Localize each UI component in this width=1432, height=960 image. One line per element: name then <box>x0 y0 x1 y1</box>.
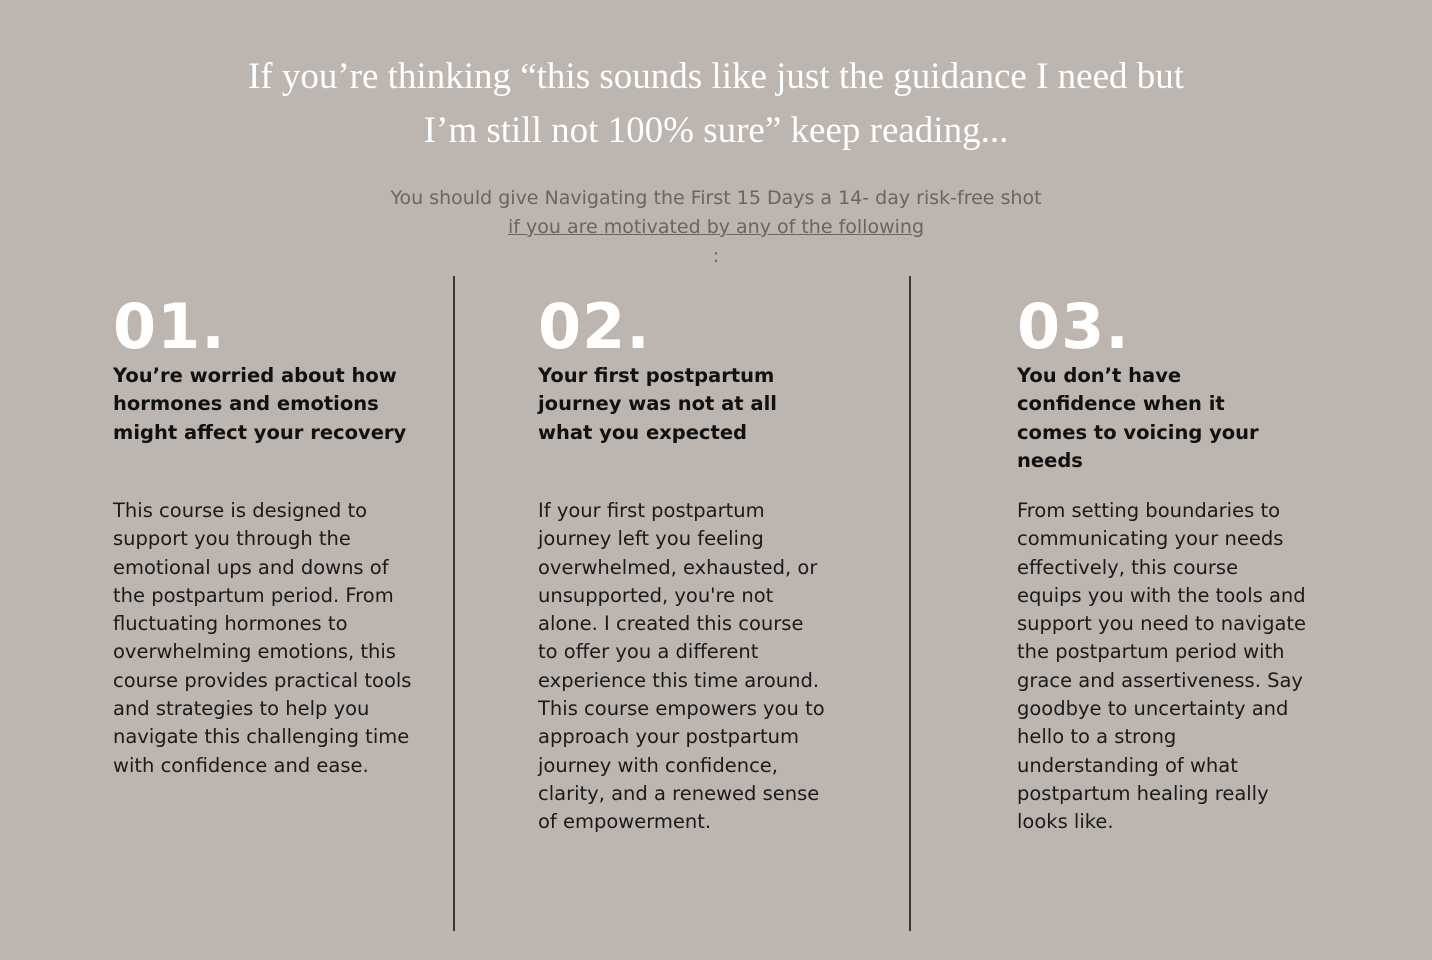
reason-body: If your first postpartum journey left you feeling overwhelmed, exhausted, or unsupported, you're not alone. I created this course to offer you a different experience this time around. This course empowers you to approach your postpartum journey with confidence, clarity, and a renewed sense of empowerment. <box>538 499 825 834</box>
column-divider-1 <box>453 276 455 931</box>
reason-number: 03. <box>1017 290 1130 363</box>
headline-line-1: If you’re thinking “this sounds like just the guidance I need but <box>247 56 1185 97</box>
column-divider-2 <box>909 276 911 931</box>
reason-body: From setting boundaries to communicating your needs effectively, this course equips you with the tools and support you need to navigate the postpartum period with grace and assertiveness. Say goodbye to uncertainty and hello to a strong understanding of what postpartum healing really looks like. <box>1017 499 1307 834</box>
subheadline <box>0 184 1432 271</box>
reason-body: This course is designed to support you through the emotional ups and downs of the postpartum period. From fluctuating hormones to overwhelming emotions, this course provides practical tools and strategies to help you navigate this challenging time with confidence and ease. <box>113 499 412 777</box>
reason-column-3 <box>1017 290 1307 834</box>
subheadline-line-2 <box>0 213 1432 271</box>
headline-line-2: I’m still not 100% sure” keep reading... <box>423 110 1009 151</box>
reason-number: 01. <box>113 290 226 363</box>
reason-column-2 <box>538 290 828 834</box>
reason-title: You don’t have confidence when it comes to voicing your needs <box>1017 364 1259 472</box>
reason-number: 02. <box>538 290 651 363</box>
subheadline-line-1: You should give Navigating the First 15 Days a 14- day risk-free shot <box>390 187 1042 209</box>
reason-title: Your first postpartum journey was not at all what you expected <box>538 364 777 444</box>
subheadline-colon: : <box>712 245 720 267</box>
reason-column-1 <box>113 290 413 777</box>
reason-title: You’re worried about how hormones and emotions might affect your recovery <box>113 364 407 444</box>
headline <box>0 50 1432 158</box>
motivation-link[interactable]: if you are motivated by any of the following <box>507 216 924 238</box>
